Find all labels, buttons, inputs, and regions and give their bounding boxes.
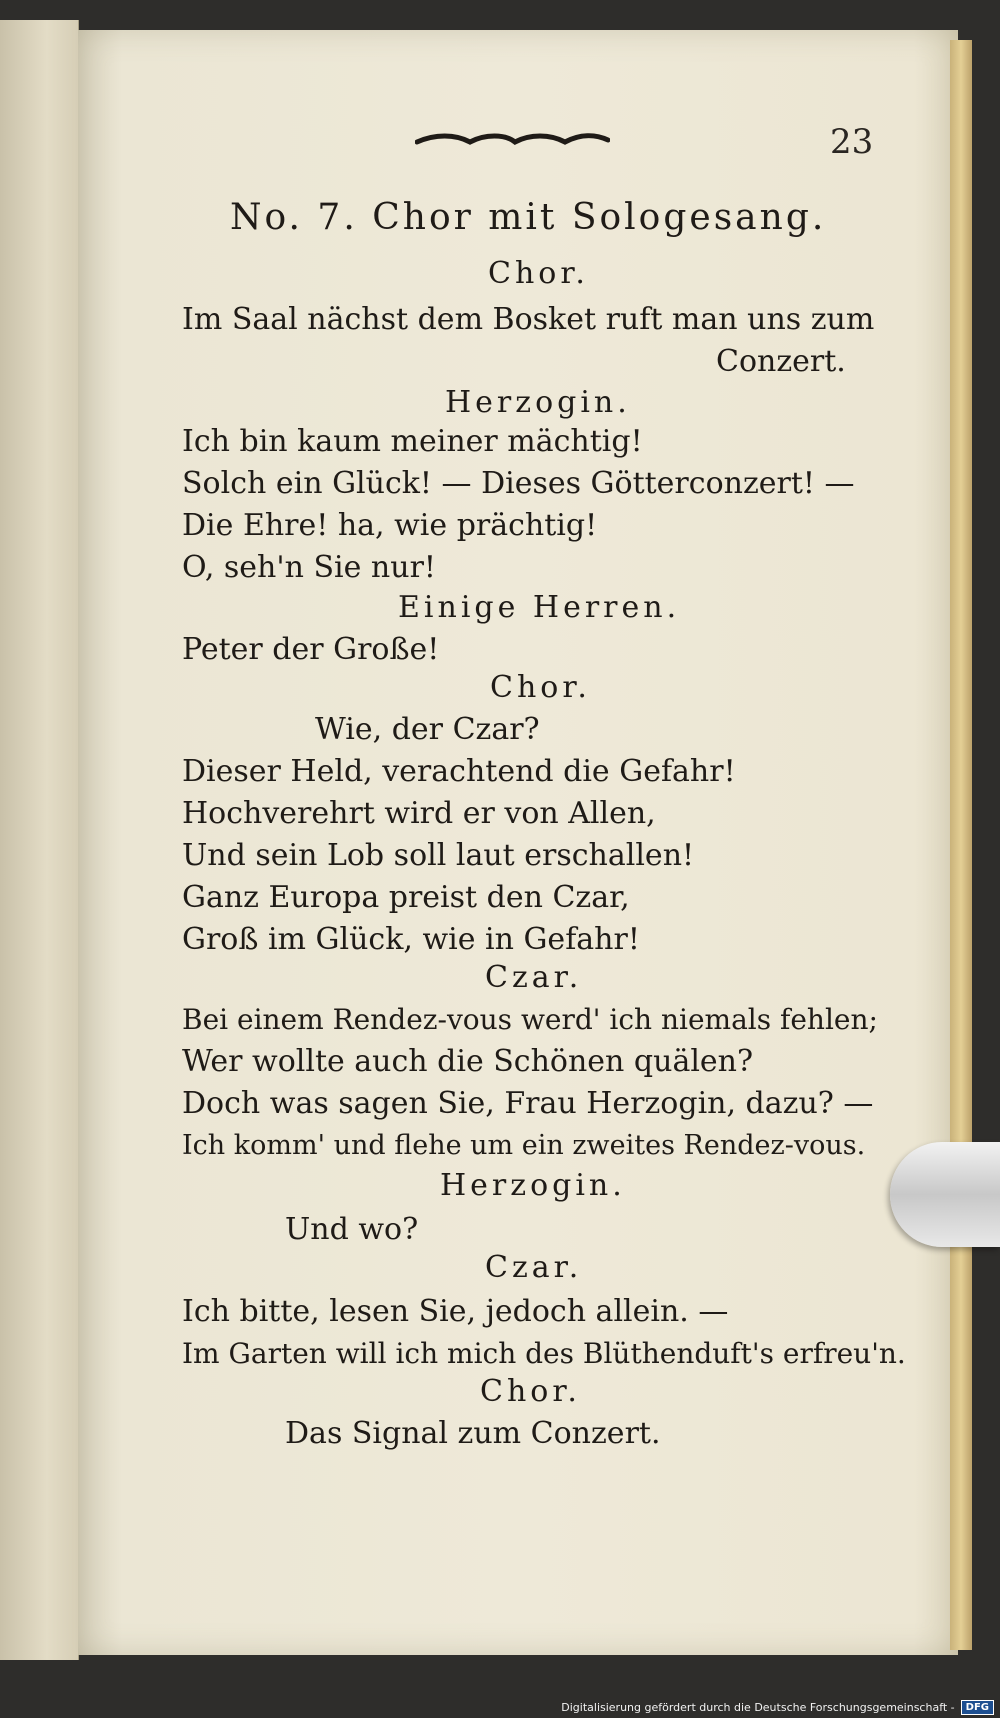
text-line: Conzert. xyxy=(716,344,846,379)
speaker-label: Einige Herren. xyxy=(398,590,681,625)
text-line: Solch ein Glück! — Dieses Götterconzert! — xyxy=(182,466,855,501)
text-line: Wer wollte auch die Schönen quälen? xyxy=(182,1044,754,1079)
text-line: Ganz Europa preist den Czar, xyxy=(182,880,630,915)
dfg-logo-icon: DFG xyxy=(961,1700,994,1715)
text-line: Bei einem Rendez-vous werd' ich niemals fehlen; xyxy=(182,1003,878,1036)
text-line: Hochverehrt wird er von Allen, xyxy=(182,796,656,831)
text-line: Peter der Große! xyxy=(182,632,440,667)
text-line: Wie, der Czar? xyxy=(315,712,540,747)
footer-text: Digitalisierung gefördert durch die Deutsche Forschungsgemeinschaft - xyxy=(561,1700,955,1714)
text-line: Groß im Glück, wie in Gefahr! xyxy=(182,922,640,957)
speaker-label: Czar. xyxy=(485,1250,583,1285)
speaker-label: Chor. xyxy=(480,1374,581,1409)
ornament-rule-icon xyxy=(415,130,610,150)
speaker-label: Chor. xyxy=(490,670,591,705)
text-line: Und sein Lob soll laut erschallen! xyxy=(182,838,695,873)
speaker-label: Herzogin. xyxy=(440,1168,626,1203)
speaker-label: Czar. xyxy=(485,960,583,995)
text-line: Im Saal nächst dem Bosket ruft man uns zum xyxy=(182,302,875,337)
page-number: 23 xyxy=(830,122,874,162)
page-stack-edge xyxy=(950,40,972,1650)
footer xyxy=(561,1698,994,1716)
text-line: Das Signal zum Conzert. xyxy=(285,1416,661,1451)
text-line: Dieser Held, verachtend die Gefahr! xyxy=(182,754,736,789)
text-line: Die Ehre! ha, wie prächtig! xyxy=(182,508,598,543)
text-line: Ich bin kaum meiner mächtig! xyxy=(182,424,643,459)
text-line: Ich komm' und flehe um ein zweites Rendez-vous. xyxy=(182,1130,866,1161)
speaker-label: Chor. xyxy=(488,256,589,291)
left-page-edge xyxy=(0,20,79,1660)
section-heading: No. 7. Chor mit Sologesang. xyxy=(230,197,827,238)
text-line: O, seh'n Sie nur! xyxy=(182,550,436,585)
page-clip xyxy=(890,1142,1000,1247)
text-line: Ich bitte, lesen Sie, jedoch allein. — xyxy=(182,1294,729,1329)
text-line: Im Garten will ich mich des Blüthenduft's erfreu'n. xyxy=(182,1337,906,1370)
text-line: Und wo? xyxy=(285,1212,419,1247)
text-line: Doch was sagen Sie, Frau Herzogin, dazu? — xyxy=(182,1086,874,1121)
speaker-label: Herzogin. xyxy=(445,385,631,420)
